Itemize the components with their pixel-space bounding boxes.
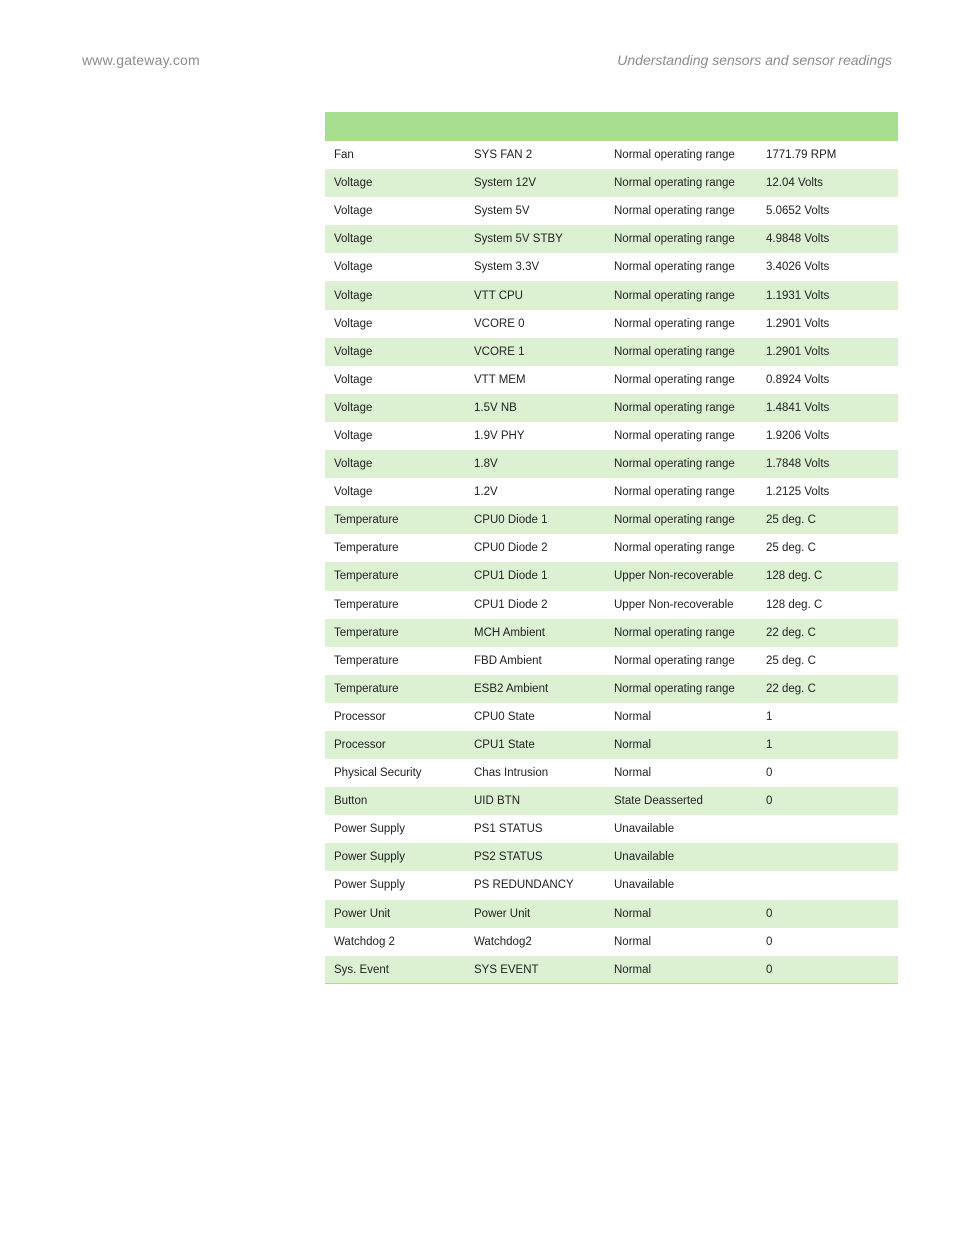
sensor-status-cell: Normal [614, 739, 652, 752]
sensor-name-cell: 1.5V NB [474, 401, 517, 414]
sensor-name-cell: Chas Intrusion [474, 767, 549, 780]
sensor-status-cell: Unavailable [614, 851, 675, 864]
sensor-status-cell: Normal operating range [614, 149, 735, 162]
table-row [325, 253, 898, 281]
sensor-name-cell: PS1 STATUS [474, 823, 543, 836]
sensor-type-cell: Voltage [334, 289, 373, 302]
sensor-type-cell: Power Unit [334, 907, 391, 920]
sensor-reading-cell: 1.1931 Volts [766, 289, 830, 302]
sensor-name-cell: VCORE 0 [474, 317, 525, 330]
sensor-type-cell: Voltage [334, 205, 373, 218]
table-row [325, 169, 898, 197]
sensor-reading-cell [757, 871, 898, 899]
sensor-type-cell: Power Supply [334, 823, 405, 836]
sensor-name-cell: ESB2 Ambient [474, 682, 549, 695]
sensor-reading-cell: 0 [766, 767, 773, 780]
sensor-type-cell: Temperature [334, 570, 399, 583]
sensor-status-cell: Upper Non-recoverable [614, 570, 734, 583]
sensor-status-cell: Normal operating range [614, 261, 735, 274]
sensor-type-cell: Watchdog 2 [334, 935, 395, 948]
sensor-type-cell: Voltage [334, 177, 373, 190]
sensor-name-cell: 1.2V [474, 486, 498, 499]
table-row [325, 843, 898, 871]
sensor-reading-cell [757, 843, 898, 871]
sensor-status-cell: Normal operating range [614, 177, 735, 190]
sensor-reading-cell: 0 [766, 935, 773, 948]
header-section-title: Understanding sensors and sensor readings [617, 52, 892, 68]
sensor-reading-cell: 25 deg. C [766, 542, 816, 555]
sensor-reading-cell: 1.7848 Volts [766, 458, 830, 471]
column-header-reading [757, 112, 898, 141]
sensor-name-cell: System 3.3V [474, 261, 540, 274]
sensor-status-cell: Normal operating range [614, 401, 735, 414]
table-row [325, 394, 898, 422]
table-row [325, 731, 898, 759]
sensor-reading-cell [757, 815, 898, 843]
sensor-status-cell: Normal operating range [614, 654, 735, 667]
sensor-reading-cell: 0 [766, 907, 773, 920]
sensor-reading-cell: 25 deg. C [766, 654, 816, 667]
sensor-status-cell: Normal operating range [614, 682, 735, 695]
column-header-status [605, 112, 757, 141]
sensor-type-cell: Power Supply [334, 879, 405, 892]
sensor-reading-cell: 1.4841 Volts [766, 401, 830, 414]
sensor-reading-cell: 128 deg. C [766, 570, 823, 583]
table-row [325, 591, 898, 619]
sensor-type-cell: Voltage [334, 486, 373, 499]
sensor-name-cell: MCH Ambient [474, 626, 545, 639]
sensor-name-cell: VTT CPU [474, 289, 523, 302]
sensor-status-cell: Normal operating range [614, 486, 735, 499]
sensor-name-cell: Watchdog2 [474, 935, 532, 948]
sensor-type-cell: Voltage [334, 458, 373, 471]
sensor-type-cell: Voltage [334, 373, 373, 386]
sensor-type-cell: Voltage [334, 317, 373, 330]
sensor-status-cell: Unavailable [614, 879, 675, 892]
table-row [325, 506, 898, 534]
sensor-type-cell: Processor [334, 739, 386, 752]
sensor-status-cell: Normal [614, 907, 652, 920]
sensor-reading-cell: 1.2901 Volts [766, 317, 830, 330]
sensor-type-cell: Temperature [334, 542, 399, 555]
sensor-type-cell: Fan [334, 149, 354, 162]
sensor-type-cell: Temperature [334, 682, 399, 695]
sensor-type-cell: Temperature [334, 598, 399, 611]
sensor-name-cell: PS REDUNDANCY [474, 879, 574, 892]
table-row [325, 900, 898, 928]
sensor-reading-cell: 1 [766, 710, 773, 723]
sensor-name-cell: SYS FAN 2 [474, 149, 533, 162]
sensor-reading-cell: 1.9206 Volts [766, 429, 830, 442]
sensor-reading-cell: 25 deg. C [766, 514, 816, 527]
sensor-type-cell: Voltage [334, 345, 373, 358]
table-row [325, 310, 898, 338]
sensor-name-cell: CPU0 Diode 1 [474, 514, 548, 527]
sensor-status-cell: Normal [614, 963, 652, 976]
sensor-reading-cell: 1 [766, 739, 773, 752]
sensor-status-cell: Normal operating range [614, 233, 735, 246]
sensor-status-cell: Upper Non-recoverable [614, 598, 734, 611]
sensor-name-cell: System 5V [474, 205, 530, 218]
sensor-reading-cell: 128 deg. C [766, 598, 823, 611]
sensor-reading-cell: 22 deg. C [766, 626, 816, 639]
sensor-reading-cell: 1.2125 Volts [766, 486, 830, 499]
sensor-reading-cell: 1771.79 RPM [766, 149, 837, 162]
table-row [325, 422, 898, 450]
table-row [325, 956, 898, 984]
sensor-name-cell: CPU0 State [474, 710, 535, 723]
sensor-reading-cell: 0.8924 Volts [766, 373, 830, 386]
table-row [325, 197, 898, 225]
table-row [325, 534, 898, 562]
sensor-name-cell: FBD Ambient [474, 654, 542, 667]
sensor-reading-cell: 22 deg. C [766, 682, 816, 695]
sensor-status-cell: Normal operating range [614, 626, 735, 639]
sensor-status-cell: Normal [614, 935, 652, 948]
sensor-type-cell: Voltage [334, 429, 373, 442]
sensor-reading-cell: 3.4026 Volts [766, 261, 830, 274]
sensor-type-cell: Temperature [334, 626, 399, 639]
sensor-name-cell: 1.9V PHY [474, 429, 525, 442]
sensor-type-cell: Processor [334, 710, 386, 723]
table-body [325, 141, 898, 984]
table-row [325, 787, 898, 815]
sensor-status-cell: Normal operating range [614, 373, 735, 386]
sensor-name-cell: System 12V [474, 177, 536, 190]
table-row [325, 815, 898, 843]
sensor-reading-cell: 0 [766, 795, 773, 808]
sensor-status-cell: Normal [614, 767, 652, 780]
sensor-status-cell: Normal operating range [614, 542, 735, 555]
sensor-name-cell: VCORE 1 [474, 345, 525, 358]
sensor-name-cell: 1.8V [474, 458, 498, 471]
table-row [325, 759, 898, 787]
table-row [325, 703, 898, 731]
sensor-name-cell: CPU1 State [474, 739, 535, 752]
sensor-name-cell: PS2 STATUS [474, 851, 543, 864]
sensor-readings-table [325, 112, 898, 984]
table-row [325, 338, 898, 366]
table-header-row [325, 112, 898, 141]
sensor-type-cell: Button [334, 795, 368, 808]
sensor-status-cell: Normal operating range [614, 289, 735, 302]
table-row [325, 225, 898, 253]
sensor-status-cell: Unavailable [614, 823, 675, 836]
sensor-name-cell: VTT MEM [474, 373, 526, 386]
column-header-sensor [465, 112, 605, 141]
table-row [325, 928, 898, 956]
sensor-status-cell: Normal operating range [614, 345, 735, 358]
sensor-type-cell: Voltage [334, 261, 373, 274]
sensor-type-cell: Voltage [334, 233, 373, 246]
sensor-name-cell: Power Unit [474, 907, 531, 920]
sensor-name-cell: SYS EVENT [474, 963, 539, 976]
table-row [325, 141, 898, 169]
sensor-status-cell: Normal [614, 710, 652, 723]
sensor-name-cell: CPU1 Diode 1 [474, 570, 548, 583]
header-site-url: www.gateway.com [82, 52, 200, 68]
sensor-name-cell: CPU1 Diode 2 [474, 598, 548, 611]
sensor-status-cell: Normal operating range [614, 458, 735, 471]
column-header-type [325, 112, 465, 141]
table-row [325, 871, 898, 899]
table-row [325, 675, 898, 703]
table-row [325, 450, 898, 478]
sensor-reading-cell: 0 [766, 963, 773, 976]
sensor-status-cell: Normal operating range [614, 205, 735, 218]
sensor-name-cell: CPU0 Diode 2 [474, 542, 548, 555]
sensor-type-cell: Temperature [334, 654, 399, 667]
sensor-type-cell: Power Supply [334, 851, 405, 864]
sensor-status-cell: Normal operating range [614, 429, 735, 442]
sensor-reading-cell: 12.04 Volts [766, 177, 823, 190]
sensor-status-cell: State Deasserted [614, 795, 703, 808]
sensor-type-cell: Temperature [334, 514, 399, 527]
table-row [325, 281, 898, 309]
sensor-type-cell: Sys. Event [334, 963, 389, 976]
sensor-type-cell: Physical Security [334, 767, 422, 780]
sensor-name-cell: UID BTN [474, 795, 520, 808]
table-row [325, 562, 898, 590]
sensor-reading-cell: 5.0652 Volts [766, 205, 830, 218]
table-row [325, 478, 898, 506]
sensor-reading-cell: 4.9848 Volts [766, 233, 830, 246]
sensor-name-cell: System 5V STBY [474, 233, 563, 246]
table-row [325, 619, 898, 647]
sensor-status-cell: Normal operating range [614, 514, 735, 527]
sensor-reading-cell: 1.2901 Volts [766, 345, 830, 358]
table-row [325, 647, 898, 675]
sensor-status-cell: Normal operating range [614, 317, 735, 330]
table-row [325, 366, 898, 394]
sensor-type-cell: Voltage [334, 401, 373, 414]
